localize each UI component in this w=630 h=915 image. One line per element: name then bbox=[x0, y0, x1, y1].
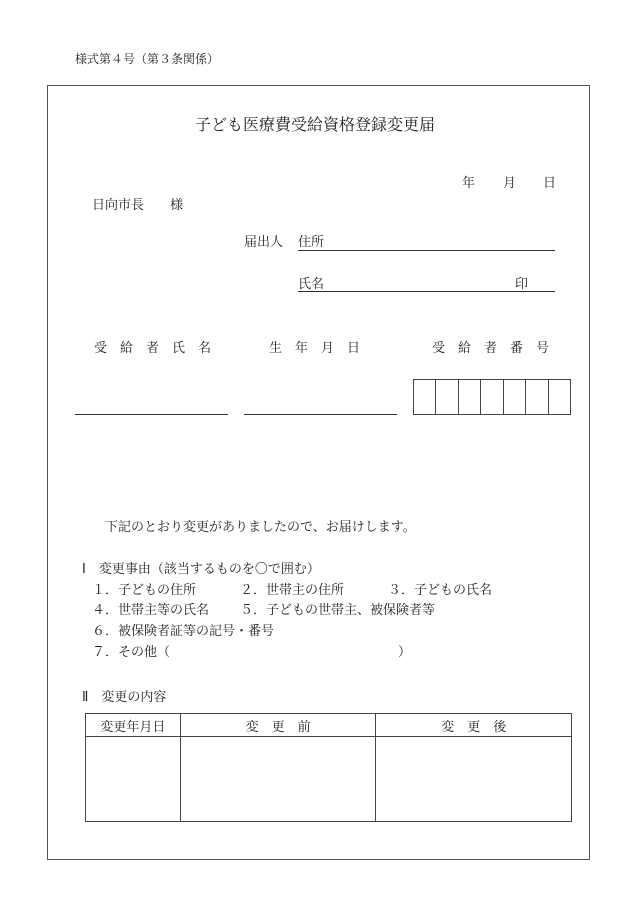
notifier-label: 届出人 bbox=[244, 235, 284, 250]
date-year-label: 年 bbox=[462, 176, 476, 191]
address-label: 住所 bbox=[298, 235, 325, 250]
birthdate-field[interactable] bbox=[244, 414, 397, 415]
number-digit-cell[interactable] bbox=[414, 380, 436, 414]
recipient-number-header: 受 給 者 番 号 bbox=[432, 341, 550, 356]
recipient-number-grid[interactable] bbox=[413, 379, 571, 415]
recipient-name-field[interactable] bbox=[75, 414, 228, 415]
reason-option[interactable]: ４．世帯主等の氏名 bbox=[92, 603, 210, 618]
number-digit-cell[interactable] bbox=[459, 380, 481, 414]
form-title: 子ども医療費受給資格登録変更届 bbox=[194, 115, 435, 134]
after-cell[interactable] bbox=[376, 737, 572, 822]
date-month-label: 月 bbox=[503, 176, 517, 191]
addressee-name: 日向市長 bbox=[92, 198, 145, 213]
section2-heading: Ⅱ 変更の内容 bbox=[82, 690, 167, 705]
number-digit-cell[interactable] bbox=[436, 380, 458, 414]
number-digit-cell[interactable] bbox=[526, 380, 548, 414]
number-digit-cell[interactable] bbox=[549, 380, 570, 414]
reason-option[interactable]: ５．子どもの世帯主、被保険者等 bbox=[240, 603, 436, 618]
change-details-table bbox=[85, 713, 572, 822]
number-digit-cell[interactable] bbox=[504, 380, 526, 414]
reason-option[interactable]: １．子どもの住所 bbox=[92, 583, 197, 598]
birthdate-header: 生 年 月 日 bbox=[269, 341, 361, 356]
reason-option[interactable]: ２．世帯主の住所 bbox=[240, 583, 345, 598]
recipient-name-header: 受 給 者 氏 名 bbox=[94, 341, 212, 356]
table-row bbox=[86, 737, 572, 822]
column-header-change-date: 変更年月日 bbox=[86, 714, 181, 737]
statement-text: 下記のとおり変更がありましたので、お届けします。 bbox=[105, 520, 416, 535]
form-number: 様式第４号（第３条関係） bbox=[75, 52, 220, 66]
name-field[interactable] bbox=[298, 291, 555, 292]
reason-option[interactable]: ３．子どもの氏名 bbox=[388, 583, 493, 598]
column-header-after: 変 更 後 bbox=[376, 714, 572, 737]
addressee-honorific: 様 bbox=[170, 198, 184, 213]
change-date-cell[interactable] bbox=[86, 737, 181, 822]
before-cell[interactable] bbox=[180, 737, 376, 822]
reason-option-other[interactable]: ７．その他（ bbox=[92, 645, 171, 660]
date-day-label: 日 bbox=[543, 176, 557, 191]
table-header-row bbox=[86, 714, 572, 737]
section1-heading: Ⅰ 変更事由（該当するものを〇で囲む） bbox=[82, 562, 320, 577]
reason-other-close-paren: ） bbox=[398, 645, 412, 660]
seal-mark: 印 bbox=[515, 277, 529, 292]
column-header-before: 変 更 前 bbox=[180, 714, 376, 737]
reason-option[interactable]: ６．被保険者証等の記号・番号 bbox=[92, 624, 275, 639]
address-field[interactable] bbox=[298, 250, 555, 251]
name-label: 氏名 bbox=[298, 277, 325, 292]
number-digit-cell[interactable] bbox=[481, 380, 503, 414]
